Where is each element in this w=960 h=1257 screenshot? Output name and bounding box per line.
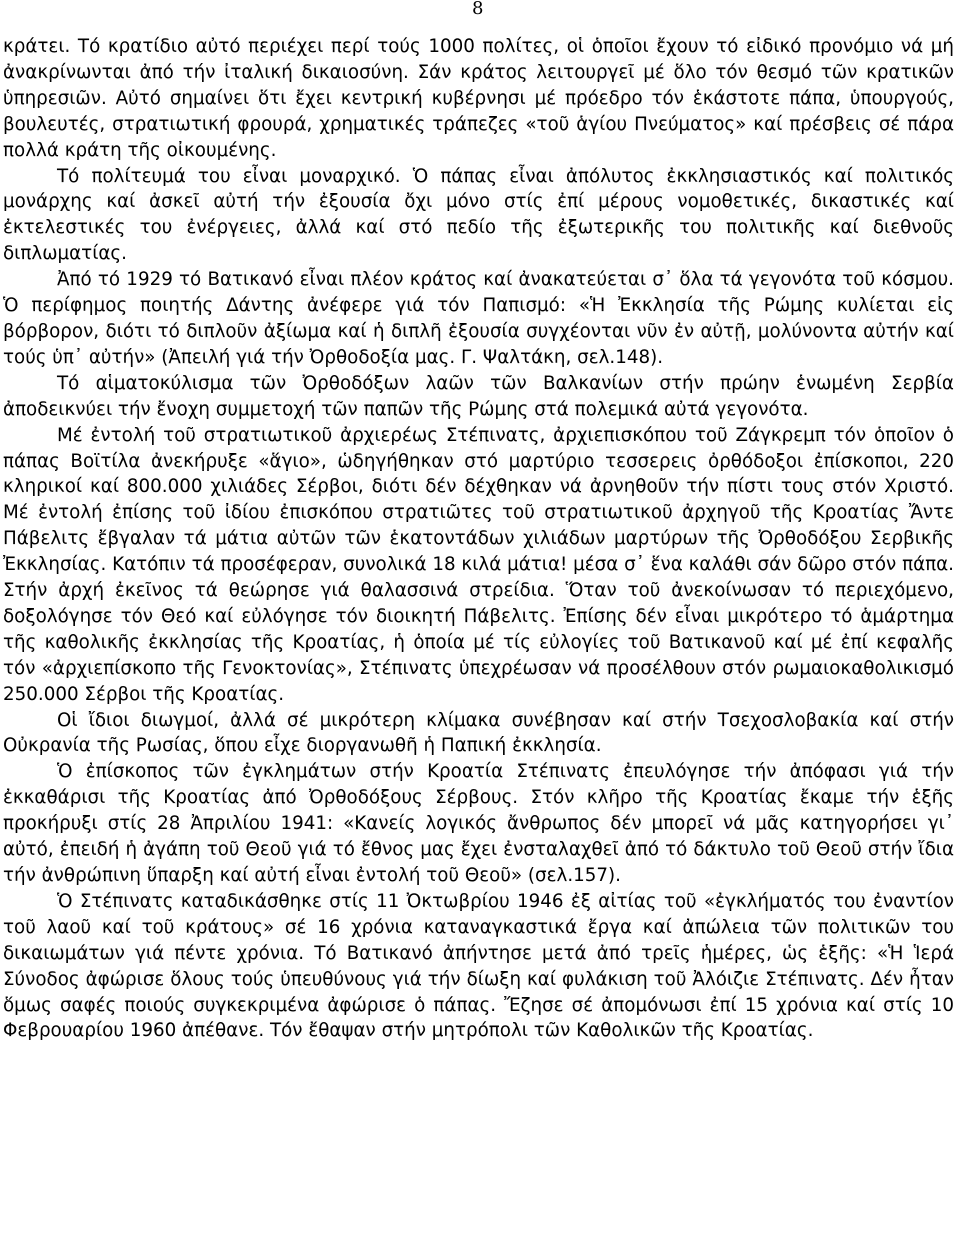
paragraph-monarchy: Τό πολίτευμά του εἶναι μοναρχικό. Ὁ πάπας εἶναι ἀπόλυτος ἐκκλησιαστικός καί πολιτικός μονάρχης καί ἀσκεῖ αὐτή τήν ἐξουσία ὄχι μόνο στίς ἐπί μέρους νομοθετικές, δικαστικές καί ἐκτελεστικές του ἐνέργειες, ἀλλά καί στό πεδίο τῆς ἐξωτερικῆς του πολιτικῆς καί διεθνοῦς διπλωματίας. (3, 165, 954, 265)
paragraph-persecutions: Οἱ ἴδιοι διωγμοί, ἀλλά σέ μικρότερη κλίμακα συνέβησαν καί στήν Τσεχοσλοβακία καί στήν Οὐκρανία τῆς Ρωσίας, ὅπου εἶχε διοργανωθῆ ἡ Παπική ἐκκλησία. (3, 709, 954, 757)
paragraph-stepinac-orders: Μέ ἐντολή τοῦ στρατιωτικοῦ ἀρχιερέως Στέπινατς, ἀρχιεπισκόπου τοῦ Ζάγκρεμπ τόν ὁποῖον ὁ πάπας Βοϊτίλα ἀνεκήρυξε «ἅγιο», ὡδηγήθηκαν στό μαρτύριο τεσσερεις ὀρθόδοξοι ἐπίσκοποι, 220 κληρικοί καί 800.000 χιλιάδες Σέρβοι, διότι δέν δέχθηκαν νά ἀρνηθοῦν τήν πίστι τους στόν Χριστό. Μέ ἐντολή ἐπίσης τοῦ ἰδίου ἐπισκόπου στρατιῶτες τοῦ στρατιωτικοῦ ἀρχηγοῦ τῆς Κροατίας Ἄντε Πάβελιτς ἔβγαλαν τά μάτια αὐτῶν τῶν ἑκατοντάδων χιλιάδων μαρτύρων τῆς Ὀρθοδόξου Σερβικῆς Ἐκκλησίας. Κατόπιν τά προσέφεραν, συνολικά 18 κιλά μάτια! μέσα σ᾽ ἕνα καλάθι σάν δῶρο στόν πάπα. Στήν ἀρχή ἐκεῖνος τά θεώρησε γιά θαλασσινά στρείδια. Ὅταν τοῦ ἀνεκοίνωσαν τό περιεχόμενο, δοξολόγησε τόν Θεό καί εὐλόγησε τόν διοικητή Πάβελιτς. Ἐπίσης δέν εἶναι μικρότερο τό ἁμάρτημα τῆς καθολικῆς ἐκκλησίας τῆς Κροατίας, ἡ ὁποία μέ τίς εὐλογίες τοῦ Βατικανοῦ καί μέ ἐπί κεφαλῆς τόν «ἀρχιεπίσκοπο τῆς Γενοκτονίας», Στέπινατς ὑπεχρέωσαν νά προσέλθουν στόν ρωμαιοκαθολικισμό 250.000 Σέρβοι τῆς Κροατίας. (3, 424, 954, 705)
paragraph-balkans: Τό αἱματοκύλισμα τῶν Ὀρθοδόξων λαῶν τῶν Βαλκανίων στήν πρώην ἑνωμένη Σερβία ἀποδεικνύει τήν ἔνοχη συμμετοχή τῶν παπῶν τῆς Ρώμης στά πολεμικά αὐτά γεγονότα. (3, 372, 954, 420)
paragraph-bishop-proclamation: Ὁ ἐπίσκοπος τῶν ἐγκλημάτων στήν Κροατία Στέπινατς ἐπευλόγησε τήν ἀπόφασι γιά τήν ἐκκαθάρισι τῆς Κροατίας ἀπό Ὀρθοδόξους Σέρβους. Στόν κλῆρο τῆς Κροατίας ἔκαμε τήν ἑξῆς προκήρυξι στίς 28 Ἀπριλίου 1941: «Κανείς λογικός ἄνθρωπος δέν μπορεῖ νά μᾶς κατηγορήσει γι᾽ αὐτό, ἐπειδή ἡ ἀγάπη τοῦ Θεοῦ γιά τό ἔθνος μας ἔχει ἐνσταλαχθεῖ ἀπό τό δάκτυλο τοῦ Θεοῦ στήν ἴδια τήν ἀνθρώπινη ὕπαρξη καί αὐτή εἶναι ἐντολή τοῦ Θεοῦ» (σελ.157). (3, 761, 954, 886)
document-body (3, 34, 954, 1044)
paragraph-since-1929: Ἀπό τό 1929 τό Βατικανό εἶναι πλέον κράτος καί ἀνακατεύεται σ᾽ ὅλα τά γεγονότα τοῦ κόσμου. Ὁ περίφημος ποιητής Δάντης ἀνέφερε γιά τόν Παπισμό: «Ἡ Ἐκκλησία τῆς Ρώμης κυλίεται εἰς βόρβορον, διότι τό διπλοῦν ἀξίωμα καί ἡ διπλῆ ἐξουσία συγχέονται νῦν ἐν αὐτῇ, μολύνοντα αὐτήν καί τούς ὑπ᾽ αὐτήν» (Ἀπειλή γιά τήν Ὀρθοδοξία μας. Γ. Ψαλτάκη, σελ.148). (3, 269, 954, 368)
paragraph-conviction: Ὁ Στέπινατς καταδικάσθηκε στίς 11 Ὀκτωβρίου 1946 ἐξ αἰτίας τοῦ «ἐγκλήματός του ἐναντίον τοῦ λαοῦ καί τοῦ κράτους» σέ 16 χρόνια καταναγκαστικά ἔργα καί ἀπώλεια τῶν πολιτικῶν του δικαιωμάτων γιά πέντε χρόνια. Τό Βατικανό ἀπήντησε μετά ἀπό τρεῖς ἡμέρες, ὡς ἑξῆς: «Ἡ Ἱερά Σύνοδος ἀφώρισε ὅλους τούς ὑπευθύνους γιά τήν δίωξη καί φυλάκιση τοῦ Ἀλόιζιε Στέπινατς. Δέν ἦταν ὅμως σαφές ποιούς συγκεκριμένα ἀφώρισε ὁ πάπας. Ἔζησε σέ ἀπομόνωσι ἐπί 15 χρόνια καί στίς 10 Φεβρουαρίου 1960 ἀπέθανε. Τόν ἔθαψαν στήν μητρόπολι τῶν Καθολικῶν τῆς Κροατίας. (3, 890, 954, 1042)
paragraph-vatican-state: κράτει. Τό κρατίδιο αὐτό περιέχει περί τούς 1000 πολίτες, οἱ ὁποῖοι ἔχουν τό εἰδικό προνόμιο νά μή ἀνακρίνωνται ἀπό τήν ἰταλική δικαιοσύνη. Σάν κράτος λειτουργεῖ μέ ὅλο τόν θεσμό τῶν κρατικῶν ὑπηρεσιῶν. Αὐτό σημαίνει ὅτι ἔχει κεντρική κυβέρνησι μέ πρόεδρο τόν ἑκάστοτε πάπα, ὑπουργούς, βουλευτές, στρατιωτική φρουρά, χρηματικές τράπεζες «τοῦ ἁγίου Πνεύματος» καί πρέσβεις σέ πάρα πολλά κράτη τῆς οἰκουμένης. (3, 36, 954, 161)
page-number: 8 (472, 0, 484, 19)
